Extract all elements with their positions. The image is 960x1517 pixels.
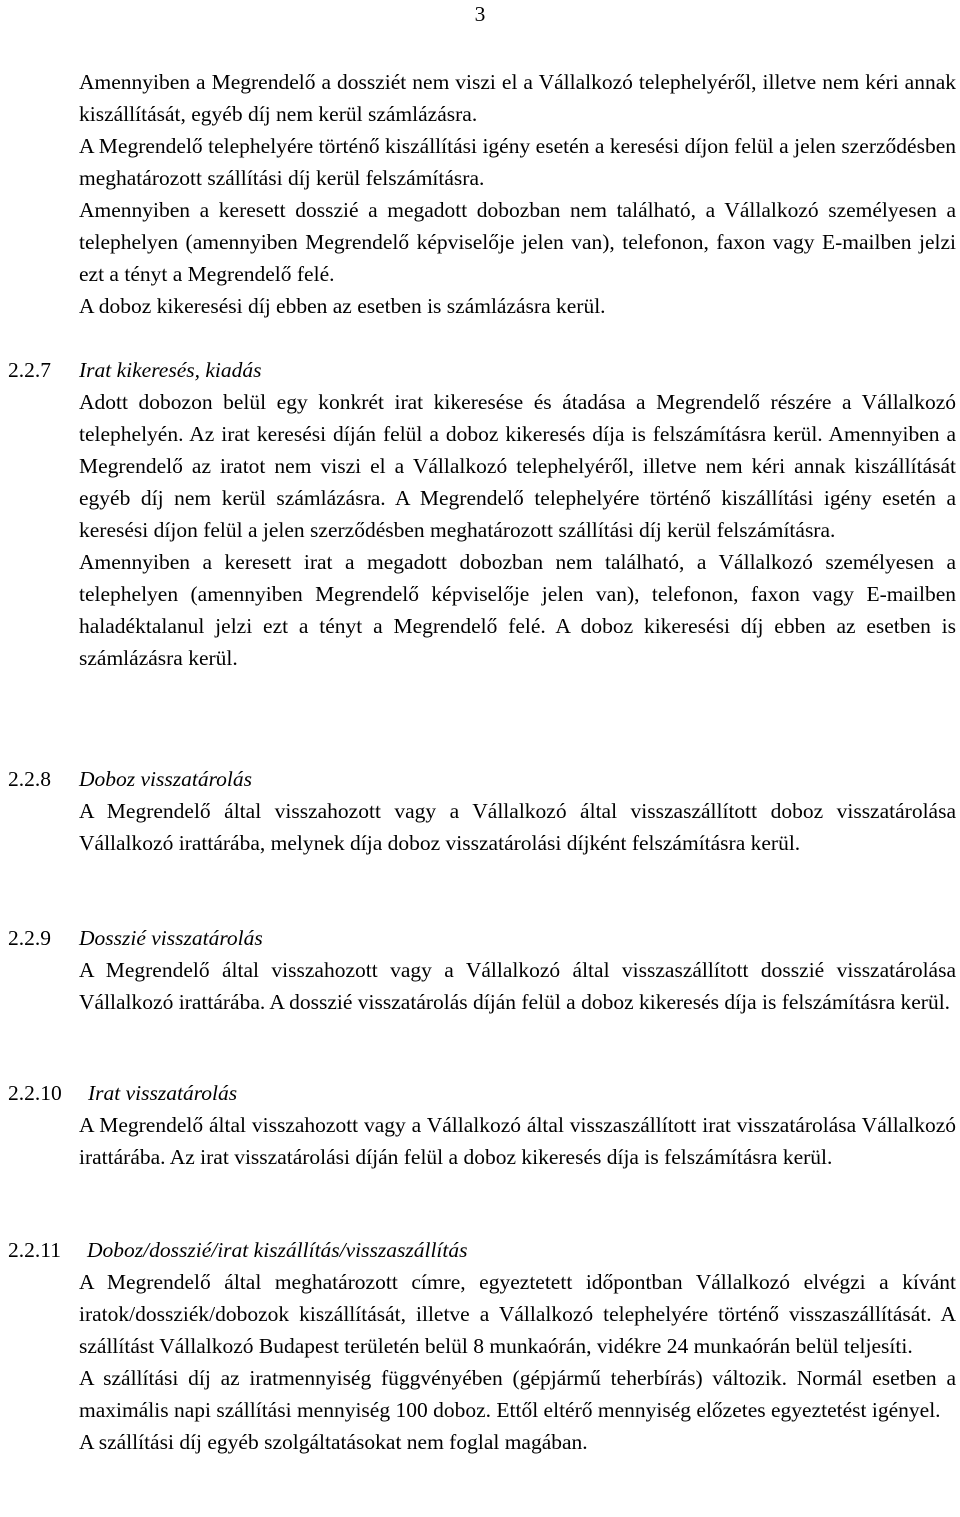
intro-paragraph: A doboz kikeresési díj ebben az esetben is számlázásra kerül. [79, 294, 606, 318]
section-paragraph: A Megrendelő által meghatározott címre, egyeztetett időpontban Vállalkozó elvégzi a kívánt iratok/dossziék/dobozok kiszállítását, illetve a Vállalkozó telephelyére történő visszaszállítását. A szállítást Vállalkozó Budapest területén belül 8 munkaórán, vidékre 24 munkaórán belül teljesíti. [79, 1270, 956, 1358]
section-heading [8, 354, 956, 386]
section-paragraph: Amennyiben a keresett irat a megadott dobozban nem található, a Vállalkozó személyesen a telephelyen (amennyiben Megrendelő képviselője jelen van), telefonon, faxon vagy E-mailben haladéktalanul jelzi ezt a tényt a Megrendelő felé. A doboz kikeresési díj ebben az esetben is számlázásra kerül. [79, 550, 956, 670]
section-2-2-10 [8, 1077, 956, 1173]
section-number: 2.2.7 [8, 358, 51, 382]
section-2-2-7 [8, 354, 956, 674]
section-number: 2.2.10 [8, 1081, 62, 1105]
section-body [79, 1266, 956, 1458]
section-number: 2.2.11 [8, 1238, 61, 1262]
section-number: 2.2.9 [8, 926, 51, 950]
section-heading [8, 1077, 956, 1109]
section-paragraph: Adott dobozon belül egy konkrét irat kikeresése és átadása a Megrendelő részére a Vállalkozó telephelyén. Az irat keresési díján felül a doboz kikeresés díja is felszámításra kerül. Amennyiben a Megrendelő az iratot nem viszi el a Vállalkozó telephelyéről, illetve nem kéri annak kiszállítását egyéb díj nem kerül számlázásra. A Megrendelő telephelyére történő kiszállítási igény esetén a keresési díjon felül a jelen szerződésben meghatározott szállítási díj kerül felszámításra. [79, 390, 956, 542]
section-paragraph: A szállítási díj az iratmennyiség függvényében (gépjármű teherbírás) változik. Normál esetben a maximális napi szállítási mennyiség 100 doboz. Ettől eltérő mennyiség előzetes egyeztetést igényel. [79, 1366, 956, 1422]
section-title: Irat kikeresés, kiadás [79, 358, 262, 382]
section-body [79, 954, 956, 1018]
section-title: Doboz/dosszié/irat kiszállítás/visszaszállítás [87, 1238, 468, 1262]
section-title: Irat visszatárolás [88, 1081, 238, 1105]
section-2-2-8 [8, 763, 956, 859]
section-paragraph: A Megrendelő által visszahozott vagy a Vállalkozó által visszaszállított doboz visszatárolása Vállalkozó irattárába, melynek díja doboz visszatárolási díjként felszámításra kerül. [79, 799, 956, 855]
section-paragraph: A szállítási díj egyéb szolgáltatásokat nem foglal magában. [79, 1430, 588, 1454]
section-body [79, 1109, 956, 1173]
section-2-2-11 [8, 1234, 956, 1458]
section-heading [8, 763, 956, 795]
section-2-2-9 [8, 922, 956, 1018]
section-title: Doboz visszatárolás [79, 767, 253, 791]
intro-text [79, 66, 956, 322]
section-number: 2.2.8 [8, 767, 51, 791]
page-number: 3 [474, 2, 486, 26]
section-body [79, 795, 956, 859]
section-paragraph: A Megrendelő által visszahozott vagy a Vállalkozó által visszaszállított dosszié visszatárolása Vállalkozó irattárába. A dosszié visszatárolás díján felül a doboz kikeresés díja is felszámításra kerül. [79, 958, 956, 1014]
section-body [79, 386, 956, 674]
section-heading [8, 922, 956, 954]
intro-paragraph: Amennyiben a Megrendelő a dossziét nem viszi el a Vállalkozó telephelyéről, illetve nem kéri annak kiszállítását, egyéb díj nem kerül számlázásra. [79, 70, 956, 126]
section-title: Dosszié visszatárolás [79, 926, 263, 950]
intro-paragraph: Amennyiben a keresett dosszié a megadott dobozban nem található, a Vállalkozó személyesen a telephelyen (amennyiben Megrendelő képviselője jelen van), telefonon, faxon vagy E-mailben jelzi ezt a tényt a Megrendelő felé. [79, 198, 956, 286]
section-paragraph: A Megrendelő által visszahozott vagy a Vállalkozó által visszaszállított irat visszatárolása Vállalkozó irattárába. Az irat visszatárolási díján felül a doboz kikeresés díja is felszámításra kerül. [79, 1113, 956, 1169]
intro-paragraph: A Megrendelő telephelyére történő kiszállítási igény esetén a keresési díjon felül a jelen szerződésben meghatározott szállítási díj kerül felszámításra. [79, 134, 956, 190]
section-heading [8, 1234, 956, 1266]
